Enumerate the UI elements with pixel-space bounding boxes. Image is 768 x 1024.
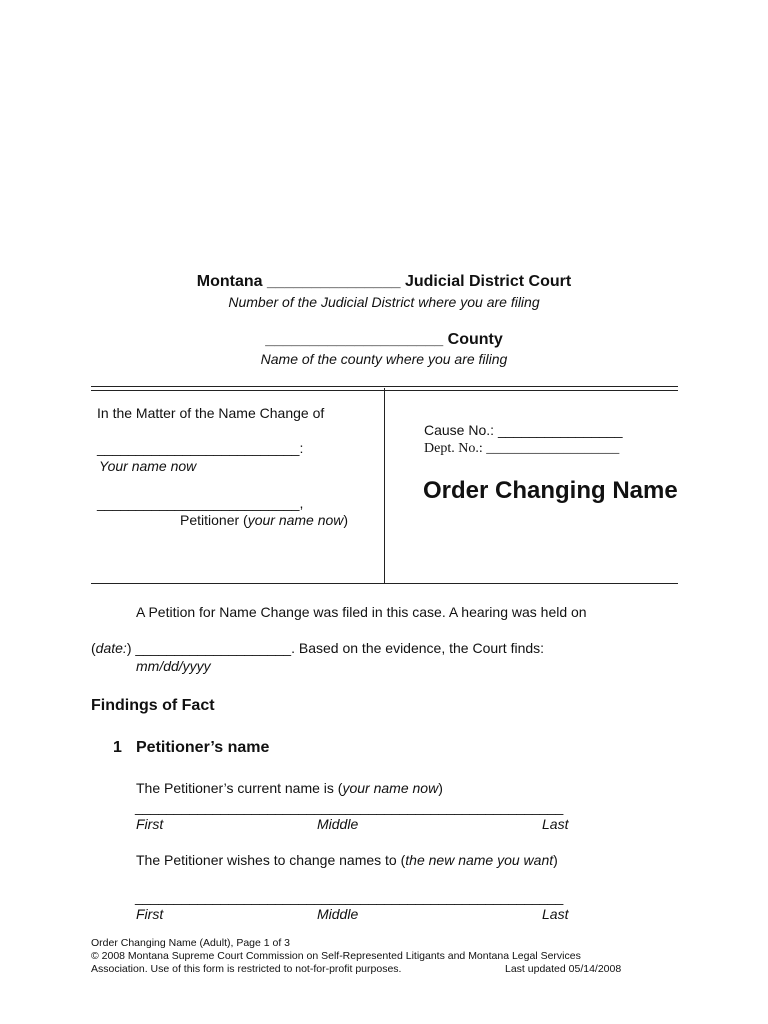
hearing-date-line: (date:) ____________________. Based on the evidence, the Court finds: [91,640,545,656]
item-title: Petitioner’s name [136,739,270,756]
current-name-text: The Petitioner’s current name is (your name now) [136,780,443,796]
county-blank: ____________________ [265,331,444,348]
findings-heading: Findings of Fact [91,697,215,714]
district-hint: Number of the Judicial District where you are filing [228,294,540,310]
new-last-label: Last [542,906,569,922]
new-name-blank: _______________________________________________________ [135,889,564,905]
petition-paragraph: A Petition for Name Change was filed in this case. A hearing was held on [136,604,587,620]
footer-page-info: Order Changing Name (Adult), Page 1 of 3 [91,937,291,949]
current-name-blank: _______________________________________________________ [135,799,564,815]
caption-divider [384,388,385,584]
footer-updated: Last updated 05/14/2008 [505,963,622,975]
item-number: 1 [113,739,122,756]
new-name-text: The Petitioner wishes to change names to (the new name you want) [136,852,558,868]
current-first-label: First [136,816,164,832]
district-blank: _______________ [267,273,401,290]
footer-copyright: © 2008 Montana Supreme Court Commission on Self-Represented Litigants and Montana Legal Services [91,950,581,962]
document-title: Order Changing Name [423,477,678,504]
date-hint: mm/dd/yyyy [136,658,211,674]
dept-number: Dept. No.: ___________________ [424,441,620,456]
caption-top-rule [91,386,678,387]
date-blank: ____________________ [135,640,292,656]
matter-text: In the Matter of the Name Change of [97,405,325,421]
petitioner-label: Petitioner (your name now) [180,512,349,528]
cause-number: Cause No.: ________________ [424,422,623,438]
footer-restriction: Association. Use of this form is restricted to not-for-profit purposes. [91,963,402,975]
new-first-label: First [136,906,164,922]
new-middle-label: Middle [317,906,359,922]
county-hint: Name of the county where you are filing [260,351,508,367]
current-middle-label: Middle [317,816,359,832]
name-hint: Your name now [99,458,197,474]
court-heading: Montana _______________ Judicial District Court [196,273,572,290]
cause-blank: ________________ [497,422,623,438]
petitioner-blank: __________________________, [97,495,304,511]
name-blank: __________________________: [97,440,304,456]
current-last-label: Last [542,816,569,832]
caption-bottom-rule [91,583,678,584]
county-heading: ____________________ County [265,331,503,348]
dept-blank: ___________________ [486,441,620,456]
